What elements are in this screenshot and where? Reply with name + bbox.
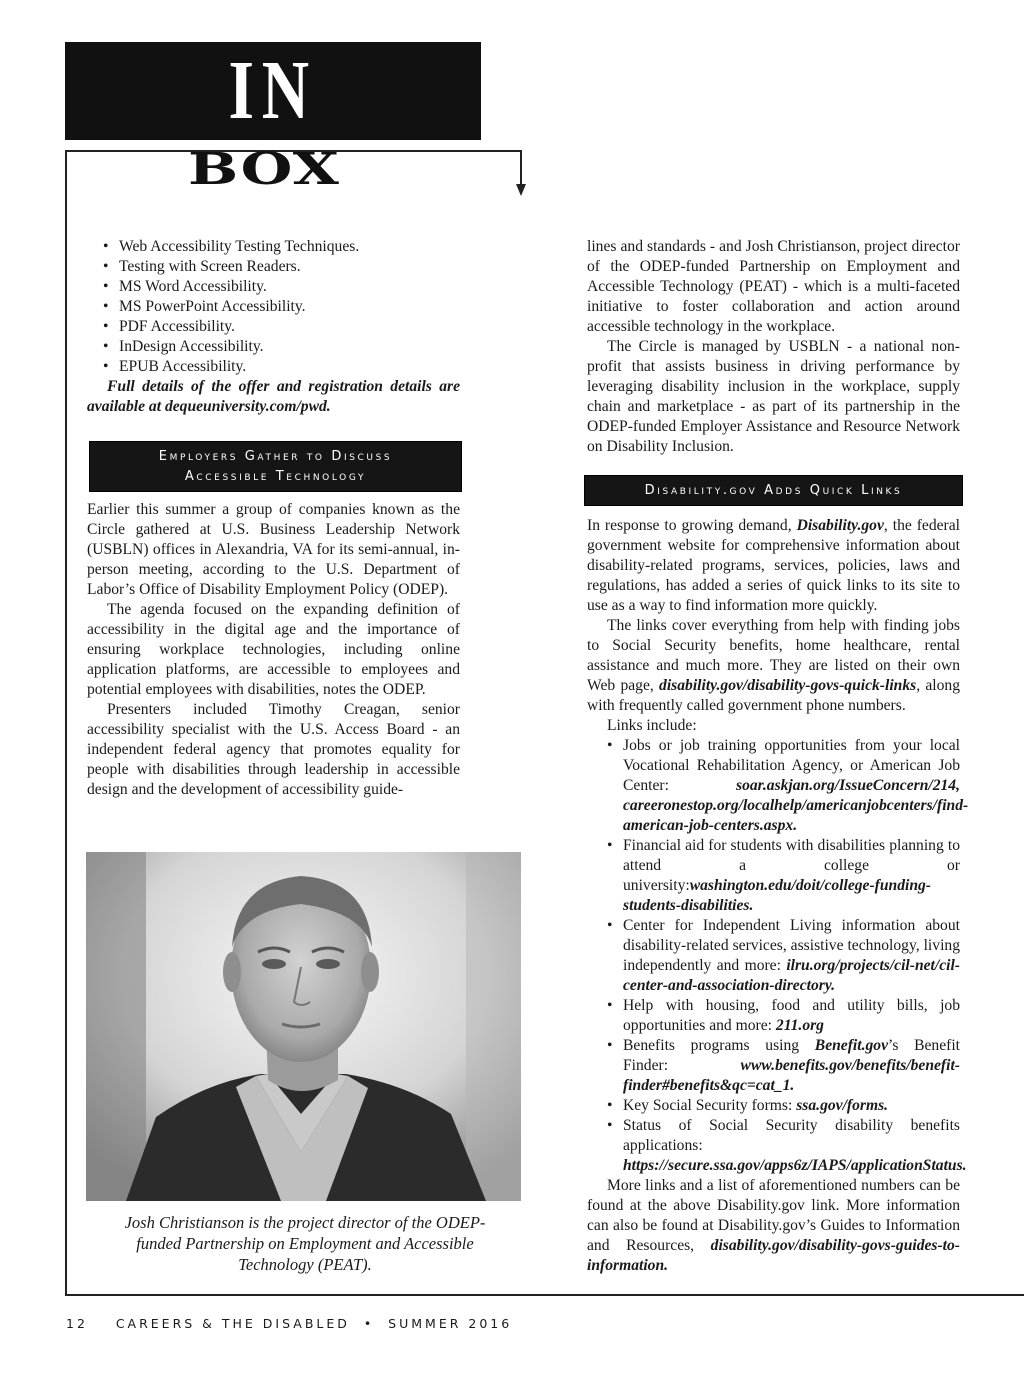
down-arrow-icon bbox=[516, 184, 526, 196]
link-text: https://secure.ssa.gov/apps6z/IAPS/applicationStatus. bbox=[623, 1157, 967, 1174]
frame-arrow-line bbox=[520, 150, 522, 186]
list-item: • MS Word Accessibility. bbox=[87, 277, 460, 297]
text-run: , along with frequently called government phone numbers. bbox=[587, 677, 960, 714]
section-heading-employers bbox=[89, 441, 462, 492]
list-item: • MS PowerPoint Accessibility. bbox=[87, 297, 460, 317]
offer-note: Full details of the offer and registration details are available at dequeuniversity.com/pwd. bbox=[87, 378, 460, 415]
text-run: Help with housing, food and utility bills, job opportunities and more: bbox=[623, 997, 960, 1034]
frame-left-rule bbox=[65, 150, 67, 1296]
text-run: Jobs or job training opportunities from your local Vocational Rehabilitation Agency, or American Job Center: bbox=[623, 737, 960, 794]
list-item bbox=[587, 1096, 960, 1116]
left-column bbox=[87, 237, 460, 800]
right-column bbox=[587, 237, 969, 1276]
text-run: , the federal government website for comprehensive information about disability-related programs, services, policies, laws and regulations, has added a series of quick links to its site to use as a way to find information more quickly. bbox=[587, 517, 960, 614]
body-paragraph: lines and standards - and Josh Christianson, project director of the ODEP-funded Partnership on Employment and Accessible Technology (PEAT) - which is a multi-faceted initiative to foster collaboration and action around accessible technology in the workplace. bbox=[587, 238, 960, 335]
list-item bbox=[587, 736, 969, 836]
text-run: The links cover everything from help with finding jobs to Social Security benefits, home healthcare, rental assistance and much more. They are listed on their own Web page, bbox=[587, 617, 960, 694]
page-number: 12 bbox=[66, 1316, 88, 1331]
link-text: 211.org bbox=[775, 1017, 824, 1034]
link-text: soar.askjan.org/IssueConcern/214, careeronestop.org/localhelp/americanjobcenters/find-american-job-centers.aspx. bbox=[623, 777, 969, 834]
body-paragraph bbox=[587, 616, 960, 716]
list-item bbox=[587, 1116, 967, 1176]
link-text: disability.gov/disability-govs-quick-links bbox=[659, 677, 917, 694]
issue-date: SUMMER 2016 bbox=[388, 1316, 513, 1331]
body-paragraph: The agenda focused on the expanding definition of accessibility in the digital age and the importance of ensuring workplace technologies, including online application platforms, are accessible to employees and potential employees with disabilities, notes the ODEP. bbox=[87, 601, 460, 698]
frame-bottom-rule bbox=[65, 1294, 1024, 1296]
link-text: Benefit.gov bbox=[814, 1037, 888, 1054]
masthead-in-banner bbox=[65, 42, 481, 140]
publication-name: CAREERS & THE DISABLED bbox=[115, 1316, 350, 1331]
list-item bbox=[587, 996, 960, 1036]
text-run: Center for Independent Living information about disability-related services, assistive technology, living independently and more: bbox=[623, 917, 960, 974]
body-paragraph: The Circle is managed by USBLN - a national non-profit that assists business in driving performance by leveraging disability inclusion in the workplace, supply chain and marketplace - as part of its partnership in the ODEP-funded Employer Assistance and Resource Network on Disability Inclusion. bbox=[587, 338, 960, 455]
list-item: • PDF Accessibility. bbox=[87, 317, 460, 337]
list-item bbox=[587, 1036, 960, 1096]
list-item bbox=[587, 916, 960, 996]
text-run: ’s Benefit Finder: bbox=[623, 1037, 960, 1074]
list-item: • Testing with Screen Readers. bbox=[87, 257, 460, 277]
text-run: Key Social Security forms: bbox=[623, 1097, 797, 1114]
course-list bbox=[87, 237, 460, 377]
body-paragraph bbox=[587, 516, 960, 616]
page-footer bbox=[66, 1316, 512, 1331]
body-paragraph: Earlier this summer a group of companies known as the Circle gathered at U.S. Business Leadership Network (USBLN) offices in Alexandria, VA for its semi-annual, in-person meeting, according to the U.S. Department of Labor’s Office of Disability Employment Policy (ODEP). bbox=[87, 501, 460, 598]
link-text: disability.gov/disability-govs-guides-to-information. bbox=[587, 1237, 960, 1274]
body-paragraph bbox=[587, 1176, 960, 1276]
section-heading-line: Employers Gather to Discuss bbox=[158, 449, 393, 464]
section-heading-line: Accessible Technology bbox=[184, 469, 367, 484]
text-run: More links and a list of aforementioned numbers can be found at the above Disability.gov link. More information can also be found at Disability.gov’s Guides to Information and Resources, bbox=[587, 1177, 960, 1254]
portrait-illustration bbox=[86, 852, 521, 1201]
footer-separator: • bbox=[363, 1316, 375, 1331]
list-item: • EPUB Accessibility. bbox=[87, 357, 460, 377]
link-text: www.benefits.gov/benefits/benefit-finder#benefits&qc=cat_1. bbox=[623, 1057, 960, 1094]
portrait-photo bbox=[86, 852, 521, 1201]
link-text: washington.edu/doit/college-funding-students-disabilities. bbox=[623, 877, 932, 914]
text-run: Financial aid for students with disabilities planning to attend a college or university: bbox=[623, 837, 960, 894]
link-text: ilru.org/projects/cil-net/cil-center-and-association-directory. bbox=[623, 957, 960, 994]
text-run: In response to growing demand, bbox=[587, 517, 797, 534]
list-item: • Web Accessibility Testing Techniques. bbox=[87, 237, 460, 257]
link-text: Disability.gov bbox=[796, 517, 884, 534]
masthead-in-text: IN bbox=[228, 44, 318, 137]
text-run: Benefits programs using bbox=[623, 1037, 815, 1054]
link-text: ssa.gov/forms. bbox=[796, 1097, 889, 1114]
section-heading-disability-gov: Disability.gov Adds Quick Links bbox=[584, 475, 963, 506]
list-item bbox=[587, 836, 960, 916]
text-run: Status of Social Security disability benefits applications: bbox=[623, 1117, 960, 1154]
photo-caption: Josh Christianson is the project director of the ODEP-funded Partnership on Employment and Accessible Technology (PEAT). bbox=[124, 1213, 486, 1274]
list-item: • InDesign Accessibility. bbox=[87, 337, 460, 357]
links-intro: Links include: bbox=[607, 717, 697, 734]
links-list bbox=[587, 736, 969, 1176]
body-paragraph: Presenters included Timothy Creagan, senior accessibility specialist with the U.S. Access Board - an independent federal agency that promotes equality for people with disabilities through leadership in accessible design and the development of accessibility guide- bbox=[87, 701, 460, 798]
masthead-box-text: BOX bbox=[188, 144, 341, 195]
